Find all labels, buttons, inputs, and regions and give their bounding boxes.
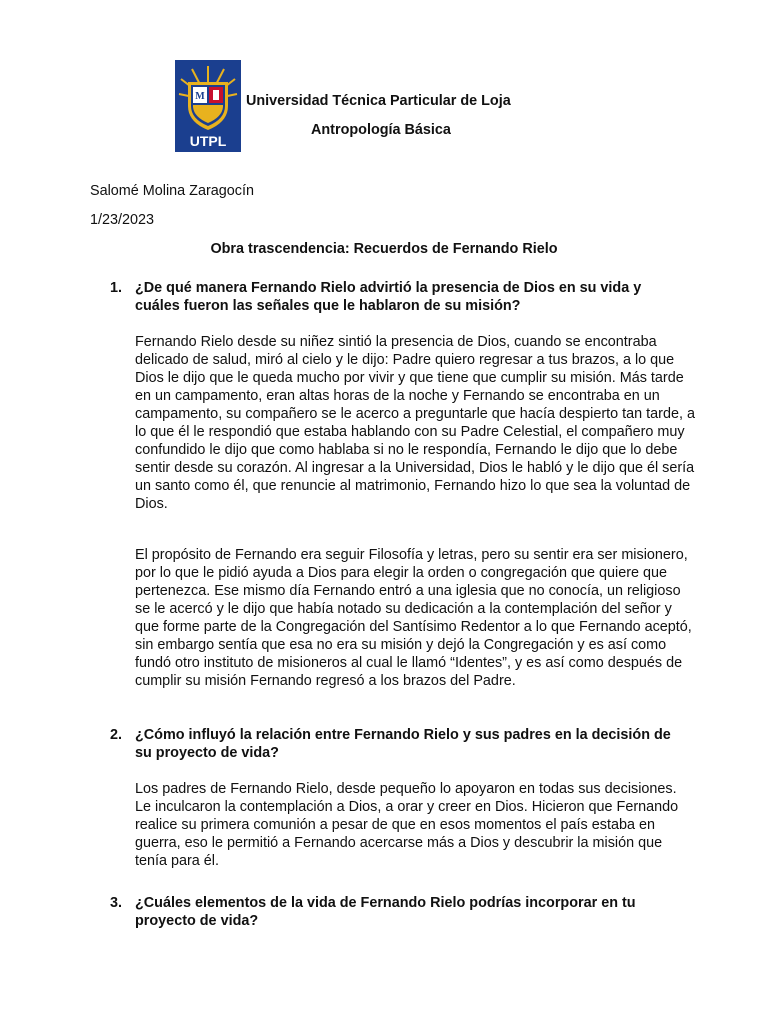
question-text: ¿De qué manera Fernando Rielo advirtió la presencia de Dios en su vida y cuáles fueron las señales que le hablaron de su misión? [135,280,642,314]
answer-paragraph: Los padres de Fernando Rielo, desde pequeño lo apoyaron en todas sus decisiones. Le inculcaron la contemplación a Dios, a orar y creer en Dios. Hicieron que Fernando realice su primera comunión a pesar de que en esos momentos el país estaba en guerra, eso le permitió a Fernando acercarse más a Dios y descubrir la misión que tenía para él. [135,781,679,869]
question-number: 1. [110,280,123,296]
answer-paragraph: Fernando Rielo desde su niñez sintió la presencia de Dios, cuando se encontraba delicado de salud, miró al cielo y le dijo: Padre quiero regresar a tus brazos, a lo que Dios le dijo que le queda mucho por vivir y que tiene que cumplir su misión. Más tarde en un campamento, eran altas horas de la noche y Fernando se encontraba en un campamento, su compañero se le acerco a preguntarle que hacía despierto tan tarde, a lo que él le respondió que estaba hablando con su Padre Celestial, el compañero muy confundido le dijo que como hablaba si no le respondía, Fernando le dijo que lo debe sentir desde su corazón. Al ingresar a la Universidad, Dios le habló y le dijo que él sería un santo como él, que renuncie al matrimonio, Fernando hizo lo que sea la voluntad de Dios. [135,334,695,512]
answer-paragraph: El propósito de Fernando era seguir Filosofía y letras, pero su sentir era ser misionero, por lo que le pidió ayuda a Dios para elegir la orden o congregación que quiere que pertenezca. Ese mismo día Fernando entró a una iglesia que no conocía, un religioso se le acercó y le dijo que había notado su dedicación a la contemplación del señor y que forme parte de la Congregación del Santísimo Redentor a lo que Fernando aceptó, sin embargo sentía que esa no era su misión y dejó la Congregación y es así como fundó otro instituto de misioneros al cual le llamó “Identes”, y es así como después de cumplir su misión Fernando regresó a los brazos del Padre. [135,547,692,689]
logo-text: UTPL [189,133,227,149]
question-2 [110,726,690,762]
document-title: Obra trascendencia: Recuerdos de Fernando Rielo [210,241,558,257]
author-name: Salomé Molina Zaragocín [90,183,254,199]
question-number: 3. [110,895,123,911]
question-text: ¿Cómo influyó la relación entre Fernando Rielo y sus padres en la decisión de su proyecto de vida? [135,727,671,761]
question-3 [110,894,690,930]
document-date: 1/23/2023 [90,212,155,228]
question-number: 2. [110,727,123,743]
svg-text:M: M [195,91,205,102]
course-name: Antropología Básica [311,122,451,138]
university-name: Universidad Técnica Particular de Loja [246,93,511,109]
utpl-logo [175,60,241,152]
question-text: ¿Cuáles elementos de la vida de Fernando Rielo podrías incorporar en tu proyecto de vida? [135,895,636,929]
question-1 [110,279,690,315]
